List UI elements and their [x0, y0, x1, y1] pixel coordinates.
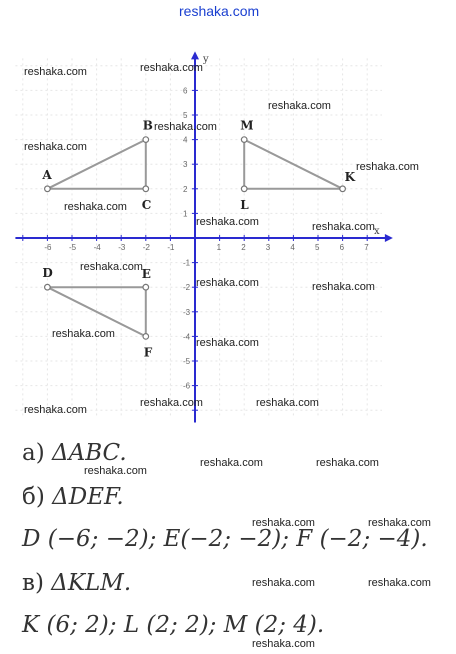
x-tick-label: -2 [142, 243, 150, 252]
answer-line-a [22, 440, 127, 466]
answer-line-b [22, 484, 124, 510]
point-label-a: A [42, 167, 52, 182]
watermark: reshaka.com [154, 121, 217, 133]
point-label-b: B [142, 118, 153, 133]
watermark: reshaka.com [368, 517, 431, 529]
point-c [143, 186, 149, 192]
watermark: reshaka.com [256, 397, 319, 409]
y-tick-label: 5 [183, 111, 188, 120]
point-l [241, 186, 247, 192]
y-tick-label: 6 [183, 86, 188, 96]
y-tick-label: 2 [183, 184, 188, 194]
watermark: reshaka.com [52, 328, 115, 340]
y-tick-label: -6 [183, 381, 191, 391]
watermark: reshaka.com [24, 66, 87, 78]
point-label-c: C [141, 197, 152, 212]
x-axis-label: x [374, 226, 380, 237]
point-d [45, 284, 51, 290]
point-f [143, 334, 149, 340]
site-watermark-top: reshaka.com [179, 3, 260, 19]
y-axis-label: y [203, 54, 209, 65]
watermark: reshaka.com [356, 161, 419, 173]
point-e [143, 284, 149, 290]
watermark: reshaka.com [312, 221, 375, 233]
coords-def [22, 526, 428, 552]
triangle-def: ΔDEF. [52, 484, 124, 510]
triangle-klm: ΔKLM. [51, 570, 132, 596]
x-tick-label: 1 [216, 243, 222, 252]
x-tick-label: 6 [339, 243, 345, 252]
axes [15, 51, 392, 422]
x-tick-label: 3 [265, 243, 271, 252]
watermark: reshaka.com [312, 281, 375, 293]
coords-klm [22, 612, 324, 638]
watermark: reshaka.com [200, 457, 263, 469]
x-tick-label: -3 [118, 243, 126, 252]
y-tick-label: -5 [183, 357, 191, 366]
y-axis-arrow [191, 51, 199, 59]
answer-prefix-b: б) [22, 484, 53, 510]
answer-prefix-v: в) [22, 570, 52, 596]
point-k [340, 186, 346, 192]
watermark: reshaka.com [196, 337, 259, 349]
point-a [45, 186, 51, 192]
watermark: reshaka.com [316, 457, 379, 469]
watermark: reshaka.com [64, 201, 127, 213]
x-tick-label: -5 [69, 243, 77, 252]
point-label-d: D [42, 266, 53, 281]
x-tick-label: -1 [167, 243, 175, 252]
watermark: reshaka.com [196, 277, 259, 289]
watermark: reshaka.com [196, 216, 259, 228]
watermark: reshaka.com [84, 465, 147, 477]
point-label-e: E [141, 267, 151, 282]
watermark: reshaka.com [140, 62, 203, 74]
x-tick-label: 4 [290, 243, 295, 252]
watermark: reshaka.com [252, 638, 315, 650]
triangle-abc: ΔABC. [52, 440, 127, 466]
x-axis-arrow [385, 234, 393, 242]
watermark: reshaka.com [24, 404, 87, 416]
point-label-m: M [240, 118, 254, 133]
x-tick-label: -4 [93, 243, 101, 252]
x-tick-label: -6 [44, 243, 52, 252]
coords-klm-text: K (6; 2); L (2; 2); M (2; 4). [22, 612, 325, 638]
watermark: reshaka.com [80, 261, 143, 273]
answer-prefix-a: а) [22, 440, 52, 466]
answer-line-v [22, 570, 131, 596]
watermark: reshaka.com [252, 517, 315, 529]
y-tick-label: 3 [183, 160, 188, 170]
watermark: reshaka.com [252, 577, 315, 589]
watermark: reshaka.com [268, 100, 331, 112]
watermark: reshaka.com [140, 397, 203, 409]
x-tick-label: 2 [241, 243, 246, 252]
y-tick-label: -2 [183, 283, 191, 293]
point-b [143, 137, 149, 143]
watermark: reshaka.com [24, 141, 87, 153]
coords-def-text: D (−6; −2); E(−2; −2); F (−2; −4). [22, 526, 428, 552]
x-tick-label: 5 [315, 243, 320, 252]
y-tick-label: -1 [183, 258, 191, 268]
y-tick-label: 1 [183, 209, 188, 219]
y-tick-label: -4 [183, 332, 191, 342]
point-m [241, 137, 247, 143]
x-tick-label: 7 [364, 243, 369, 252]
y-tick-label: -3 [183, 307, 191, 317]
triangle-side [244, 140, 342, 189]
point-label-l: L [240, 197, 249, 212]
point-label-k: K [344, 169, 356, 184]
watermark: reshaka.com [368, 577, 431, 589]
point-label-f: F [143, 345, 153, 360]
y-tick-label: 4 [183, 135, 188, 145]
